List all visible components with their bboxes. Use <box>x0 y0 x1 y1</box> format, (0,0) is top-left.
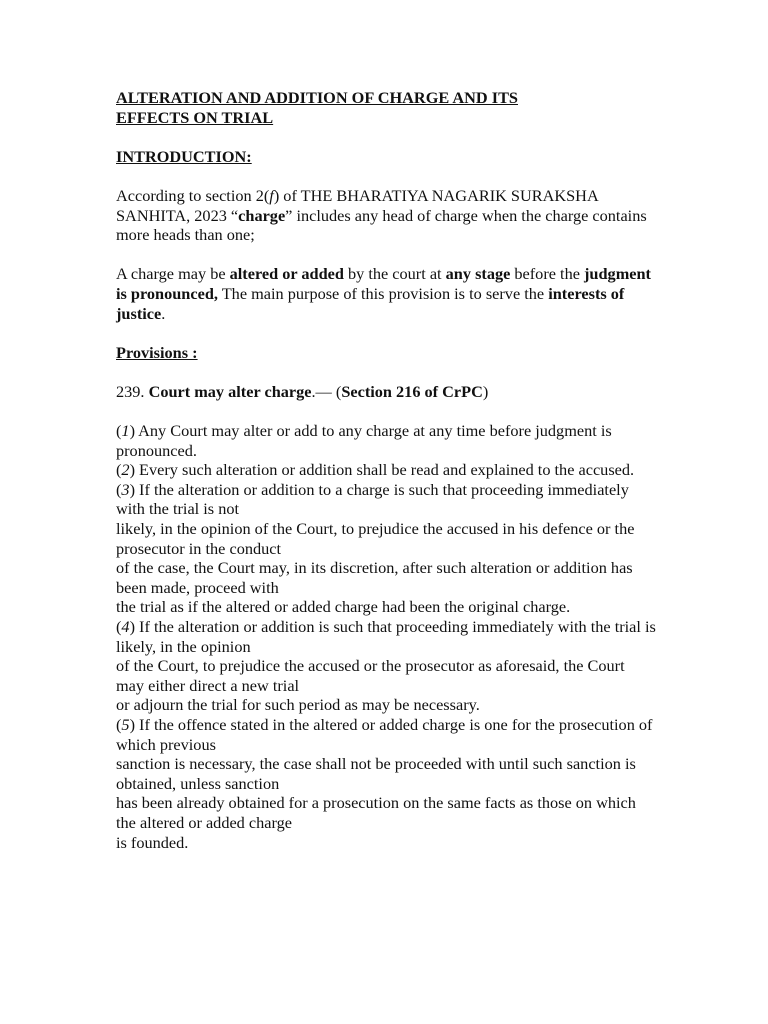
document-page <box>116 88 656 852</box>
clause-1: (1) Any Court may alter or add to any charge at any time before judgment is pronounced. <box>116 421 612 460</box>
title-line-2: EFFECTS ON TRIAL <box>116 107 274 127</box>
clause-list <box>116 421 656 852</box>
section-title: 239. Court may alter charge.— (Section 216 of CrPC) <box>116 381 489 401</box>
clause-3: (3) If the alteration or addition to a charge is such that proceeding immediately with the trial is not likely, in the opinion of the Court, to prejudice the accused in his defence or the prosecutor in the conduct of the case, the Court may, in its discretion, after such alteration or addition has been made, proceed with the trial as if the altered or added charge had been the original charge. <box>116 479 635 617</box>
intro-paragraph-definition: According to section 2(f) of THE BHARATIYA NAGARIK SURAKSHA SANHITA, 2023 “charge” includes any head of charge when the charge contains more heads than one; <box>116 185 647 245</box>
title-line-1: ALTERATION AND ADDITION OF CHARGE AND ITS <box>116 88 518 107</box>
introduction-heading: INTRODUCTION: <box>116 146 252 166</box>
clause-5: (5) If the offence stated in the altered or added charge is one for the prosecution of which previous sanction is necessary, the case shall not be proceeded with until such sanction is obtained, unless sanction has been already obtained for a prosecution on the same facts as those on which the altered or added charge is founded. <box>116 715 653 852</box>
document-title <box>116 88 656 127</box>
provisions-heading: Provisions : <box>116 342 198 362</box>
intro-paragraph-purpose: A charge may be altered or added by the court at any stage before the judgment is pronounced, The main purpose of this provision is to serve the interests of justice. <box>116 264 651 323</box>
clause-4: (4) If the alteration or addition is such that proceeding immediately with the trial is likely, in the opinion of the Court, to prejudice the accused or the prosecutor as aforesaid, the Court may either direct a new trial or adjourn the trial for such period as may be necessary. <box>116 617 656 715</box>
clause-2: (2) Every such alteration or addition shall be read and explained to the accused. <box>116 460 635 480</box>
